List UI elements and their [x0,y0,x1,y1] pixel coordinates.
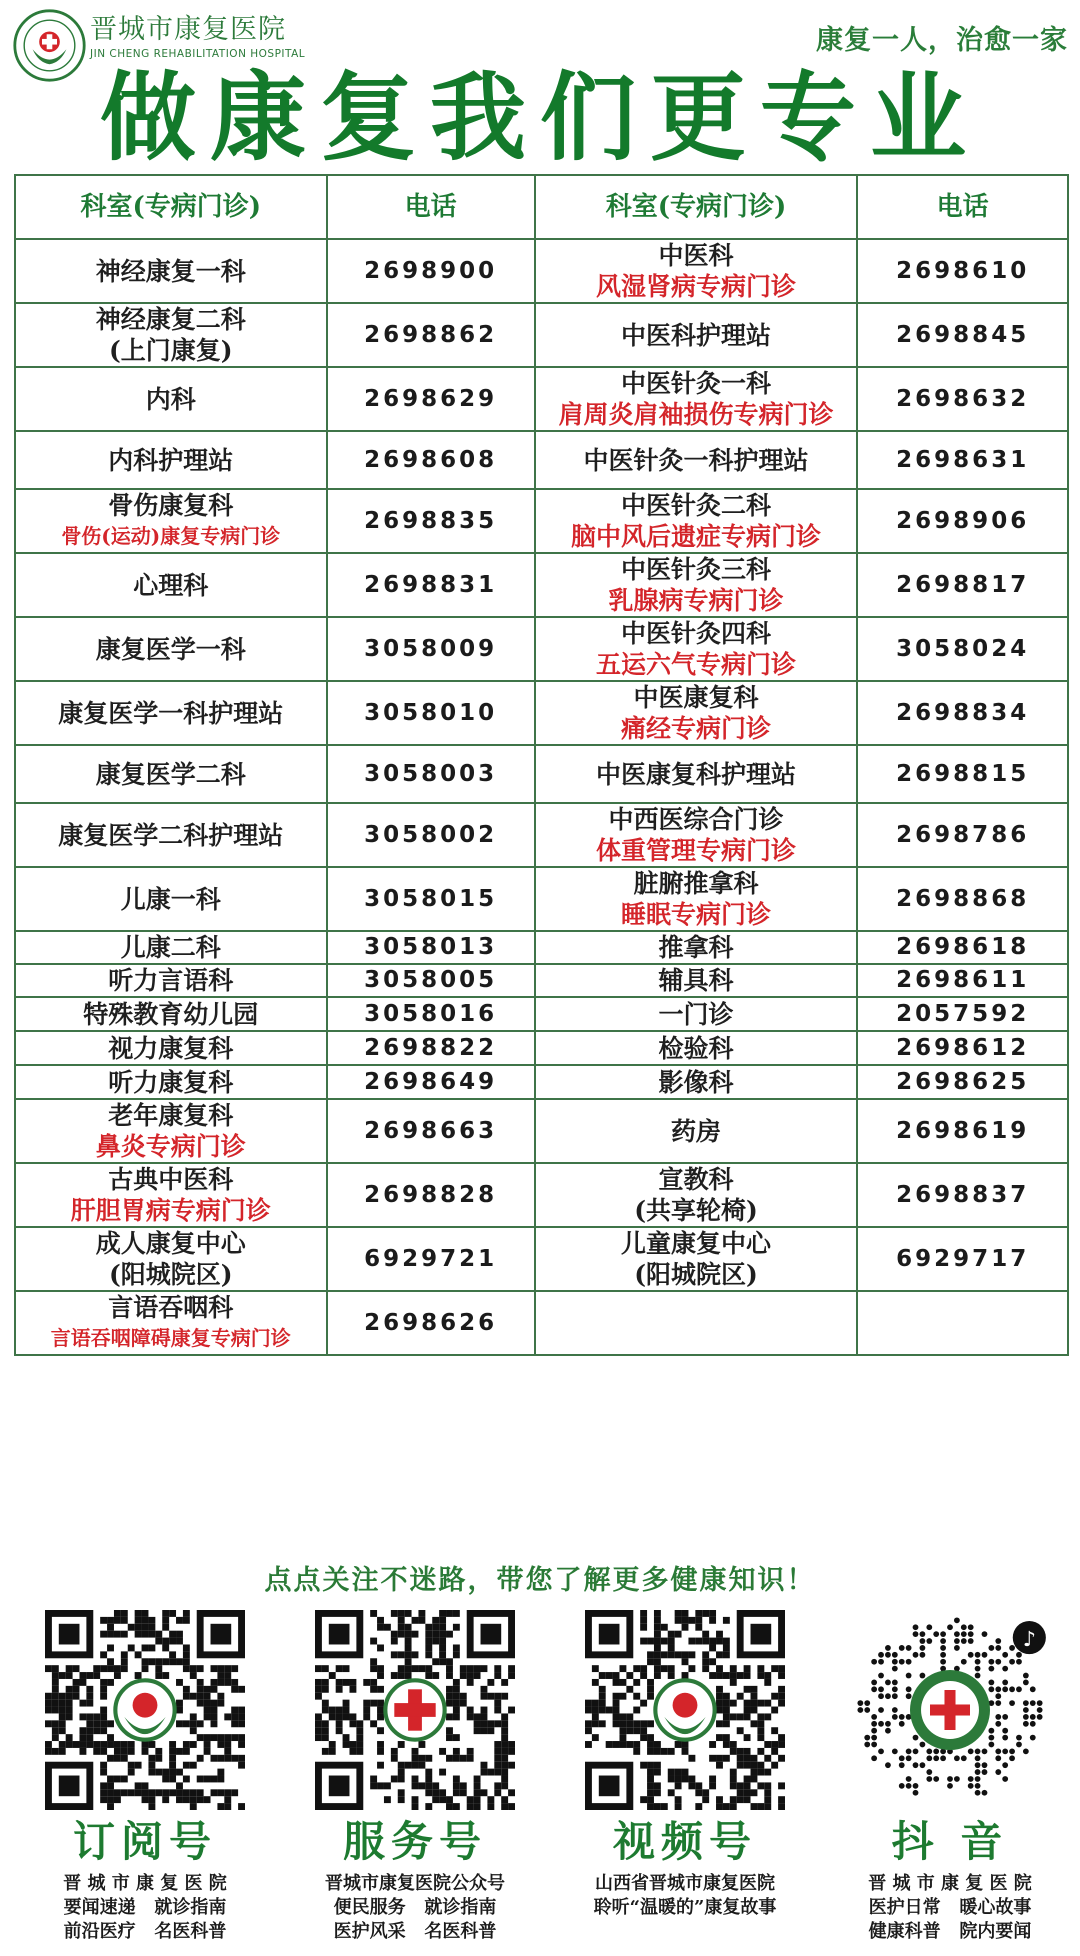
dept-name: 脏腑推拿科 [633,869,759,898]
dept-cell-right [535,964,858,997]
qr-title: 服务号 [342,1817,487,1866]
dept-name: 中医针灸三科 [621,555,772,584]
dept-name: 骨伤康复科 [108,491,234,520]
phone-number[interactable]: 2698868 [857,867,1068,931]
table-row [15,964,1068,997]
phone-number[interactable] [857,1291,1068,1355]
dept-name: 中医康复科护理站 [596,759,797,789]
specialty-clinic: 言语吞咽障碍康复专病门诊 [50,1326,291,1350]
dept-name: 听力康复科 [108,1067,234,1097]
phone-number[interactable]: 3058013 [327,931,535,964]
dept-name: 推拿科 [658,933,734,962]
dept-cell-left [15,964,327,997]
dept-cell-left [15,997,327,1031]
dept-name: 听力言语科 [108,966,234,995]
dept-name: 康复医学一科护理站 [58,698,284,728]
dept-note: (阳城院区) [634,1260,758,1289]
dept-note: (阳城院区) [108,1260,233,1289]
phone-number[interactable]: 2698786 [857,803,1068,867]
dept-name: 视力康复科 [108,1033,234,1063]
phone-number[interactable]: 2698831 [327,553,535,617]
qr-desc-line: 前沿医疗 名医科普 [63,1921,227,1942]
qr-code-icon[interactable] [45,1610,245,1810]
qr-title: 抖 音 [891,1817,1009,1866]
dept-name: 康复医学一科 [95,634,246,664]
dept-name: 辅具科 [658,966,734,995]
dept-cell-left [15,367,327,431]
qr-desc-line: 晋 城 市 康 复 医 院 [868,1873,1032,1894]
phone-number[interactable]: 2698626 [327,1291,535,1355]
phone-number[interactable]: 2698900 [327,239,535,303]
table-row [15,1065,1068,1099]
dept-name: 一门诊 [658,999,734,1029]
dept-name: 影像科 [658,1067,734,1097]
dept-cell-left [15,431,327,489]
dept-cell-right [535,1031,858,1065]
qr-desc-line: 要闻速递 就诊指南 [63,1897,227,1918]
phone-number[interactable]: 3058002 [327,803,535,867]
dept-name: 老年康复科 [108,1101,234,1130]
table-row [15,997,1068,1031]
phone-number[interactable]: 2057592 [857,997,1068,1031]
phone-number[interactable]: 2698906 [857,489,1068,553]
qr-desc-line: 晋城市康复医院公众号 [325,1873,505,1894]
specialty-clinic: 乳腺病专病门诊 [608,586,784,615]
dept-name: 古典中医科 [108,1165,234,1194]
specialty-clinic: 风湿肾病专病门诊 [596,272,797,301]
phone-number[interactable]: 2698837 [857,1163,1068,1227]
table-row [15,553,1068,617]
header-phone-right: 电话 [857,175,1068,239]
table-row [15,303,1068,367]
qr-douyin [820,1610,1080,1944]
phone-number[interactable]: 2698817 [857,553,1068,617]
dept-name: 神经康复一科 [95,256,246,286]
phone-number[interactable]: 2698612 [857,1031,1068,1065]
table-row [15,745,1068,803]
phone-number[interactable]: 2698625 [857,1065,1068,1099]
dept-name: 成人康复中心 [95,1229,246,1258]
table-row [15,489,1068,553]
dept-cell-right [535,681,858,745]
phone-number[interactable]: 2698608 [327,431,535,489]
dept-cell-right [535,617,858,681]
dept-cell-right [535,997,858,1031]
phone-number[interactable]: 2698631 [857,431,1068,489]
dept-name: 中西医综合门诊 [608,805,784,834]
hospital-name: 晋城市康复医院 [90,14,286,45]
dept-cell-left [15,303,327,367]
phone-number[interactable]: 3058016 [327,997,535,1031]
dept-name: 心理科 [133,570,209,600]
qr-code-icon[interactable] [585,1610,785,1810]
phone-number[interactable]: 2698828 [327,1163,535,1227]
dept-cell-right [535,1227,858,1291]
qr-desc [285,1872,545,1944]
dept-name: 检验科 [658,1033,734,1063]
dept-name: 药房 [671,1116,722,1146]
dept-name: 内科 [145,384,196,414]
dept-cell-right [535,867,858,931]
qr-video [555,1610,815,1920]
specialty-clinic: 五运六气专病门诊 [596,650,797,679]
phone-number[interactable]: 3058005 [327,964,535,997]
dept-cell-right [535,431,858,489]
phone-number[interactable]: 2698835 [327,489,535,553]
qr-title: 订阅号 [72,1817,217,1866]
phone-number[interactable]: 2698610 [857,239,1068,303]
dept-name: 儿康二科 [120,933,221,962]
qr-subscription [15,1610,275,1944]
qr-desc-line: 医护风采 名医科普 [333,1921,497,1942]
dept-cell-left [15,931,327,964]
qr-desc [15,1872,275,1944]
table-row [15,431,1068,489]
header [0,0,1080,175]
qr-desc-line: 医护日常 暖心故事 [868,1897,1032,1918]
phone-number[interactable]: 2698619 [857,1099,1068,1163]
phone-number[interactable]: 2698632 [857,367,1068,431]
qr-code-icon[interactable] [315,1610,515,1810]
dept-name: 内科护理站 [108,445,234,475]
dept-name: 康复医学二科护理站 [58,820,284,850]
table-row [15,1227,1068,1291]
dept-name: 中医针灸一科 [621,369,772,398]
hospital-name-en: JIN CHENG REHABILITATION HOSPITAL [90,48,306,60]
header-dept-right: 科室(专病门诊) [535,175,858,239]
phone-number[interactable]: 2698629 [327,367,535,431]
phone-number[interactable]: 3058003 [327,745,535,803]
phone-number[interactable]: 3058009 [327,617,535,681]
dept-cell-right [535,1163,858,1227]
dept-cell-right [535,803,858,867]
phone-number[interactable]: 2698649 [327,1065,535,1099]
dept-cell-left [15,867,327,931]
dept-cell-left [15,1031,327,1065]
qr-code-icon[interactable] [850,1610,1050,1810]
table-row [15,1291,1068,1355]
specialty-clinic: 体重管理专病门诊 [596,836,797,865]
phone-number[interactable]: 2698815 [857,745,1068,803]
qr-desc-line: 便民服务 就诊指南 [333,1897,497,1918]
table-row [15,367,1068,431]
dept-note: (上门康复) [108,336,233,365]
dept-cell-left [15,1099,327,1163]
table-header-row [15,175,1068,239]
table-row [15,681,1068,745]
phone-number[interactable]: 2698862 [327,303,535,367]
phone-number[interactable]: 3058015 [327,867,535,931]
qr-desc-line: 晋 城 市 康 复 医 院 [63,1873,227,1894]
table-row [15,931,1068,964]
dept-cell-left [15,489,327,553]
dept-cell-left [15,681,327,745]
phone-number[interactable]: 2698822 [327,1031,535,1065]
dept-cell-left [15,745,327,803]
phone-number[interactable]: 6929717 [857,1227,1068,1291]
phone-number[interactable]: 2698834 [857,681,1068,745]
qr-desc [820,1872,1080,1944]
phone-number[interactable]: 2698845 [857,303,1068,367]
dept-cell-right [535,931,858,964]
department-phone-table [14,174,1069,1356]
dept-cell-right [535,1099,858,1163]
phone-number[interactable]: 3058024 [857,617,1068,681]
phone-number[interactable]: 2698611 [857,964,1068,997]
dept-name: 宣教科 [658,1165,734,1194]
dept-cell-right [535,745,858,803]
specialty-clinic: 骨伤(运动)康复专病门诊 [61,524,281,548]
qr-code-row [0,1610,1080,1956]
table-row [15,1163,1068,1227]
dept-cell-right [535,1065,858,1099]
specialty-clinic: 脑中风后遗症专病门诊 [571,522,822,551]
header-phone-left: 电话 [327,175,535,239]
dept-cell-right [535,239,858,303]
qr-service [285,1610,545,1944]
dept-name: 中医康复科 [633,683,759,712]
dept-cell-left [15,1065,327,1099]
dept-name: 儿康一科 [120,884,221,914]
specialty-clinic: 鼻炎专病门诊 [95,1132,246,1161]
dept-note: (共享轮椅) [634,1196,758,1225]
specialty-clinic: 痛经专病门诊 [621,714,772,743]
dept-name: 康复医学二科 [95,759,246,789]
dept-cell-left [15,803,327,867]
phone-number[interactable]: 3058010 [327,681,535,745]
dept-cell-left [15,1227,327,1291]
table-row [15,803,1068,867]
logo-text [90,14,305,62]
page-title: 做康复我们更专业 [100,61,980,174]
dept-cell-left [15,1291,327,1355]
phone-number[interactable]: 2698663 [327,1099,535,1163]
qr-title: 视频号 [612,1817,757,1866]
phone-number[interactable]: 6929721 [327,1227,535,1291]
dept-name: 中医针灸一科护理站 [583,445,809,475]
dept-cell-right [535,303,858,367]
slogan: 康复一人，治愈一家 [816,25,1068,56]
dept-name: 言语吞咽科 [108,1293,234,1322]
dept-cell-left [15,239,327,303]
dept-cell-left [15,553,327,617]
phone-number[interactable]: 2698618 [857,931,1068,964]
dept-name: 中医针灸二科 [621,491,772,520]
table-row [15,617,1068,681]
dept-cell-right [535,489,858,553]
svg-text:♪: ♪ [1022,1626,1036,1651]
qr-desc [555,1872,815,1920]
specialty-clinic: 肩周炎肩袖损伤专病门诊 [558,400,834,429]
table-row [15,1031,1068,1065]
dept-cell-right [535,367,858,431]
dept-name: 中医科护理站 [621,320,772,350]
table-row [15,867,1068,931]
specialty-clinic: 睡眠专病门诊 [621,900,772,929]
table-row [15,1099,1068,1163]
qr-desc-line: 山西省晋城市康复医院 [595,1873,775,1894]
dept-cell-right [535,1291,858,1355]
specialty-clinic: 肝胆胃病专病门诊 [70,1196,271,1225]
dept-name: 特殊教育幼儿园 [83,999,259,1029]
header-dept-left: 科室(专病门诊) [15,175,327,239]
dept-name: 中医科 [658,241,734,270]
qr-desc-line: 聆听“温暖的”康复故事 [593,1897,777,1918]
dept-name: 神经康复二科 [95,305,246,334]
follow-text: 点点关注不迷路，带您了解更多健康知识！ [264,1565,816,1596]
table-row [15,239,1068,303]
dept-cell-left [15,1163,327,1227]
dept-cell-left [15,617,327,681]
dept-name: 儿童康复中心 [621,1229,772,1258]
dept-name: 中医针灸四科 [621,619,772,648]
qr-desc-line: 健康科普 院内要闻 [868,1921,1032,1942]
dept-cell-right [535,553,858,617]
